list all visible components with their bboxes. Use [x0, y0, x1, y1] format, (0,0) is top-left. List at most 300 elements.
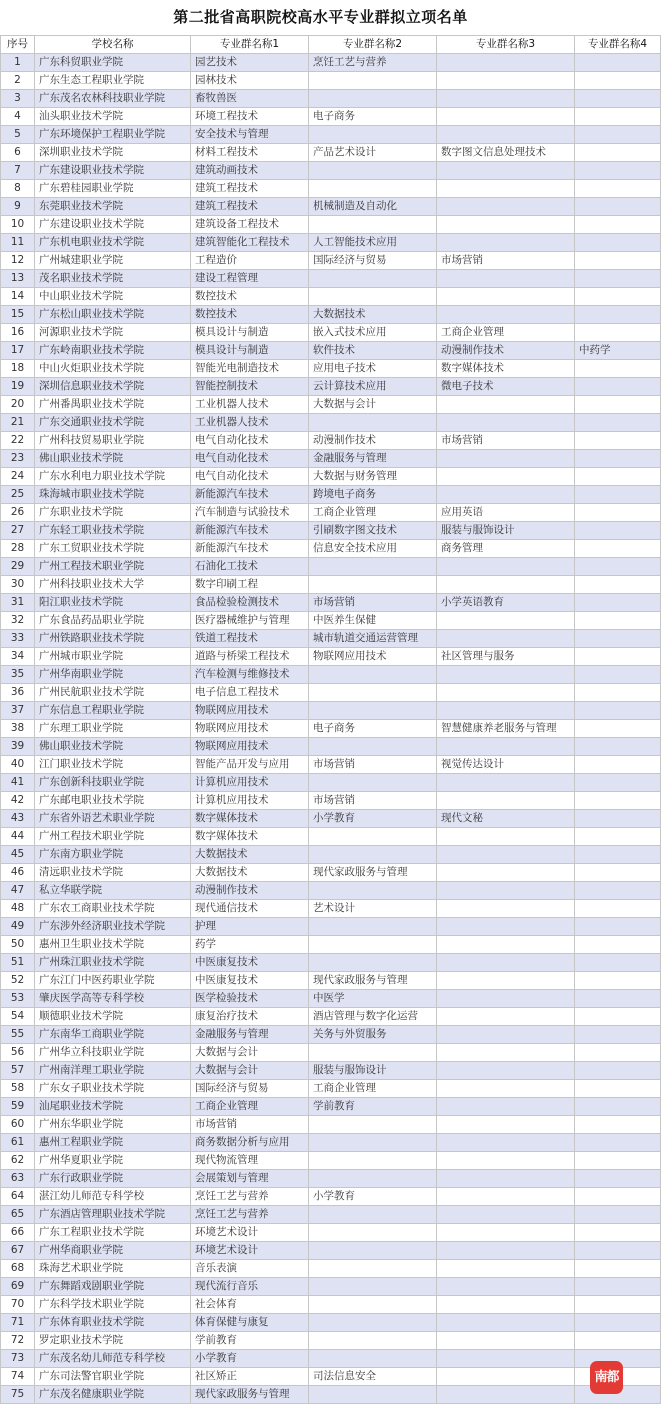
cell-group-3 [437, 234, 575, 252]
page-title: 第二批省高职院校高水平专业群拟立项名单 [173, 8, 468, 26]
cell-group-3 [437, 1368, 575, 1386]
table-row [1, 72, 661, 90]
cell-school: 广东工贸职业技术学院 [35, 540, 191, 558]
cell-group-2 [309, 1116, 437, 1134]
table-row [1, 594, 661, 612]
cell-group-2: 产品艺术设计 [309, 144, 437, 162]
cell-group-1: 小学教育 [191, 1350, 309, 1368]
cell-group-3 [437, 918, 575, 936]
cell-group-1: 电气自动化技术 [191, 468, 309, 486]
table-row [1, 1242, 661, 1260]
cell-group-2: 艺术设计 [309, 900, 437, 918]
cell-index: 59 [1, 1098, 35, 1116]
table-row [1, 1386, 661, 1404]
cell-group-3 [437, 126, 575, 144]
cell-group-1: 智能控制技术 [191, 378, 309, 396]
cell-index: 28 [1, 540, 35, 558]
cell-group-1: 烹饪工艺与营养 [191, 1206, 309, 1224]
cell-group-4 [575, 648, 661, 666]
cell-index: 15 [1, 306, 35, 324]
cell-group-3: 视觉传达设计 [437, 756, 575, 774]
cell-group-2: 现代家政服务与管理 [309, 864, 437, 882]
table-row [1, 1368, 661, 1386]
cell-school: 广州华立科技职业学院 [35, 1044, 191, 1062]
cell-index: 24 [1, 468, 35, 486]
cell-school: 广东科学技术职业学院 [35, 1296, 191, 1314]
cell-group-1: 现代物流管理 [191, 1152, 309, 1170]
cell-group-4 [575, 468, 661, 486]
cell-index: 30 [1, 576, 35, 594]
cell-index: 14 [1, 288, 35, 306]
cell-index: 68 [1, 1260, 35, 1278]
cell-school: 深圳信息职业技术学院 [35, 378, 191, 396]
cell-group-4 [575, 720, 661, 738]
cell-school: 广州番禺职业技术学院 [35, 396, 191, 414]
cell-group-2: 金融服务与管理 [309, 450, 437, 468]
cell-school: 广东建设职业技术学院 [35, 162, 191, 180]
cell-group-4 [575, 1008, 661, 1026]
cell-group-3 [437, 1080, 575, 1098]
cell-school: 广东环境保护工程职业学院 [35, 126, 191, 144]
cell-group-1: 现代家政服务与管理 [191, 1386, 309, 1404]
table-row [1, 252, 661, 270]
cell-group-3 [437, 792, 575, 810]
cell-group-2: 大数据技术 [309, 306, 437, 324]
cell-group-3: 现代文秘 [437, 810, 575, 828]
cell-group-3: 市场营销 [437, 252, 575, 270]
cell-school: 广州城建职业学院 [35, 252, 191, 270]
cell-group-2: 跨境电子商务 [309, 486, 437, 504]
cell-group-3 [437, 882, 575, 900]
cell-index: 13 [1, 270, 35, 288]
table-row [1, 1278, 661, 1296]
cell-group-2 [309, 216, 437, 234]
cell-group-1: 现代流行音乐 [191, 1278, 309, 1296]
cell-group-1: 智能产品开发与应用 [191, 756, 309, 774]
cell-group-3 [437, 180, 575, 198]
cell-group-2: 人工智能技术应用 [309, 234, 437, 252]
cell-group-1: 汽车制造与试验技术 [191, 504, 309, 522]
cell-index: 12 [1, 252, 35, 270]
cell-index: 11 [1, 234, 35, 252]
cell-school: 汕尾职业技术学院 [35, 1098, 191, 1116]
cell-group-3 [437, 990, 575, 1008]
cell-index: 53 [1, 990, 35, 1008]
table-row [1, 918, 661, 936]
cell-group-3: 智慧健康养老服务与管理 [437, 720, 575, 738]
cell-group-3 [437, 1008, 575, 1026]
cell-group-4 [575, 936, 661, 954]
table-row [1, 738, 661, 756]
cell-index: 6 [1, 144, 35, 162]
header-index: 序号 [1, 36, 35, 54]
cell-group-2: 服装与服饰设计 [309, 1062, 437, 1080]
cell-group-2 [309, 828, 437, 846]
table-row [1, 882, 661, 900]
cell-group-4 [575, 270, 661, 288]
cell-index: 63 [1, 1170, 35, 1188]
cell-index: 50 [1, 936, 35, 954]
cell-group-4 [575, 1278, 661, 1296]
cell-group-3 [437, 702, 575, 720]
table-row [1, 1062, 661, 1080]
cell-group-2: 中医学 [309, 990, 437, 1008]
cell-group-1: 食品检验检测技术 [191, 594, 309, 612]
cell-group-4 [575, 414, 661, 432]
cell-group-2 [309, 1170, 437, 1188]
cell-group-3 [437, 1134, 575, 1152]
cell-group-1: 建筑智能化工程技术 [191, 234, 309, 252]
table-row [1, 810, 661, 828]
cell-group-3: 市场营销 [437, 432, 575, 450]
cell-school: 私立华联学院 [35, 882, 191, 900]
cell-index: 29 [1, 558, 35, 576]
cell-group-3 [437, 1170, 575, 1188]
cell-index: 25 [1, 486, 35, 504]
cell-group-2 [309, 738, 437, 756]
table-row [1, 468, 661, 486]
cell-group-4 [575, 828, 661, 846]
cell-group-2 [309, 270, 437, 288]
cell-index: 21 [1, 414, 35, 432]
cell-group-2: 电子商务 [309, 108, 437, 126]
table-row [1, 720, 661, 738]
cell-group-1: 建筑动画技术 [191, 162, 309, 180]
table-row [1, 90, 661, 108]
cell-group-1: 新能源汽车技术 [191, 522, 309, 540]
cell-index: 22 [1, 432, 35, 450]
cell-school: 广州工程技术职业学院 [35, 558, 191, 576]
cell-group-3 [437, 1026, 575, 1044]
cell-group-2 [309, 126, 437, 144]
cell-group-3 [437, 630, 575, 648]
cell-group-1: 模具设计与制造 [191, 324, 309, 342]
cell-school: 中山火炬职业技术学院 [35, 360, 191, 378]
cell-group-1: 医学检验技术 [191, 990, 309, 1008]
cell-group-4 [575, 1116, 661, 1134]
table-row [1, 864, 661, 882]
cell-index: 3 [1, 90, 35, 108]
cell-group-1: 建筑设备工程技术 [191, 216, 309, 234]
cell-group-1: 数控技术 [191, 288, 309, 306]
table-header-row [1, 36, 661, 54]
cell-school: 广东舞蹈戏剧职业学院 [35, 1278, 191, 1296]
cell-group-1: 工业机器人技术 [191, 414, 309, 432]
table-row [1, 216, 661, 234]
cell-index: 70 [1, 1296, 35, 1314]
nandu-logo-icon: 南都 [590, 1361, 623, 1394]
cell-group-4 [575, 54, 661, 72]
cell-group-3 [437, 198, 575, 216]
cell-index: 27 [1, 522, 35, 540]
cell-group-2: 云计算技术应用 [309, 378, 437, 396]
cell-group-1: 数字印刷工程 [191, 576, 309, 594]
cell-group-4: 中药学 [575, 342, 661, 360]
cell-group-2: 现代家政服务与管理 [309, 972, 437, 990]
cell-group-3 [437, 666, 575, 684]
cell-group-1: 国际经济与贸易 [191, 1080, 309, 1098]
cell-group-4 [575, 1170, 661, 1188]
cell-school: 阳江职业技术学院 [35, 594, 191, 612]
table-row [1, 288, 661, 306]
cell-school: 惠州工程职业学院 [35, 1134, 191, 1152]
cell-group-3 [437, 900, 575, 918]
cell-school: 广东职业技术学院 [35, 504, 191, 522]
cell-group-4 [575, 540, 661, 558]
table-row [1, 1080, 661, 1098]
cell-group-2 [309, 1134, 437, 1152]
cell-group-1: 环境艺术设计 [191, 1224, 309, 1242]
header-group-1: 专业群名称1 [191, 36, 309, 54]
cell-index: 45 [1, 846, 35, 864]
cell-school: 清远职业技术学院 [35, 864, 191, 882]
table-row [1, 972, 661, 990]
cell-group-3: 微电子技术 [437, 378, 575, 396]
cell-group-1: 大数据技术 [191, 846, 309, 864]
cell-index: 32 [1, 612, 35, 630]
cell-group-1: 环境艺术设计 [191, 1242, 309, 1260]
cell-group-4 [575, 1260, 661, 1278]
cell-group-1: 烹饪工艺与营养 [191, 1188, 309, 1206]
table-row [1, 936, 661, 954]
cell-school: 湛江幼儿师范专科学校 [35, 1188, 191, 1206]
cell-group-2 [309, 1152, 437, 1170]
cell-group-4 [575, 252, 661, 270]
cell-school: 广东科贸职业学院 [35, 54, 191, 72]
cell-group-3 [437, 90, 575, 108]
cell-index: 7 [1, 162, 35, 180]
cell-group-4 [575, 774, 661, 792]
cell-school: 深圳职业技术学院 [35, 144, 191, 162]
cell-group-2 [309, 72, 437, 90]
table-row [1, 540, 661, 558]
cell-group-3 [437, 1098, 575, 1116]
cell-group-3: 服装与服饰设计 [437, 522, 575, 540]
cell-group-2 [309, 918, 437, 936]
cell-group-2: 关务与外贸服务 [309, 1026, 437, 1044]
cell-group-4 [575, 450, 661, 468]
cell-group-4 [575, 1044, 661, 1062]
cell-group-3 [437, 936, 575, 954]
cell-school: 珠海城市职业技术学院 [35, 486, 191, 504]
table-row [1, 522, 661, 540]
cell-school: 广州南洋理工职业学院 [35, 1062, 191, 1080]
cell-group-4 [575, 630, 661, 648]
header-group-3: 专业群名称3 [437, 36, 575, 54]
cell-school: 广东水利电力职业技术学院 [35, 468, 191, 486]
cell-group-1: 物联网应用技术 [191, 702, 309, 720]
cell-group-2 [309, 1386, 437, 1404]
table-row [1, 576, 661, 594]
cell-index: 1 [1, 54, 35, 72]
cell-index: 73 [1, 1350, 35, 1368]
table-body [1, 54, 661, 1404]
cell-group-1: 工商企业管理 [191, 1098, 309, 1116]
cell-school: 广东生态工程职业学院 [35, 72, 191, 90]
cell-group-4 [575, 702, 661, 720]
cell-group-2: 软件技术 [309, 342, 437, 360]
cell-school: 广东体育职业技术学院 [35, 1314, 191, 1332]
table-row [1, 198, 661, 216]
cell-group-1: 社区矫正 [191, 1368, 309, 1386]
cell-school: 惠州卫生职业技术学院 [35, 936, 191, 954]
cell-group-4 [575, 1134, 661, 1152]
cell-group-4 [575, 1098, 661, 1116]
cell-group-1: 电子信息工程技术 [191, 684, 309, 702]
cell-group-4 [575, 1332, 661, 1350]
cell-group-3 [437, 468, 575, 486]
cell-school: 广东岭南职业技术学院 [35, 342, 191, 360]
cell-group-1: 现代通信技术 [191, 900, 309, 918]
cell-index: 37 [1, 702, 35, 720]
cell-group-1: 市场营销 [191, 1116, 309, 1134]
table-row [1, 684, 661, 702]
cell-group-2: 大数据与财务管理 [309, 468, 437, 486]
cell-group-1: 环境工程技术 [191, 108, 309, 126]
cell-index: 57 [1, 1062, 35, 1080]
cell-school: 广州民航职业技术学院 [35, 684, 191, 702]
cell-group-3 [437, 1260, 575, 1278]
cell-group-2 [309, 1260, 437, 1278]
cell-group-3 [437, 846, 575, 864]
cell-group-2 [309, 90, 437, 108]
cell-group-3 [437, 1278, 575, 1296]
cell-school: 广州铁路职业技术学院 [35, 630, 191, 648]
cell-group-1: 学前教育 [191, 1332, 309, 1350]
cell-group-1: 建设工程管理 [191, 270, 309, 288]
cell-group-3 [437, 1116, 575, 1134]
cell-group-2: 市场营销 [309, 594, 437, 612]
cell-index: 41 [1, 774, 35, 792]
cell-index: 51 [1, 954, 35, 972]
cell-group-1: 道路与桥梁工程技术 [191, 648, 309, 666]
cell-group-3 [437, 684, 575, 702]
cell-group-2: 应用电子技术 [309, 360, 437, 378]
cell-index: 67 [1, 1242, 35, 1260]
cell-group-3 [437, 54, 575, 72]
cell-group-4 [575, 846, 661, 864]
cell-school: 江门职业技术学院 [35, 756, 191, 774]
cell-group-4 [575, 900, 661, 918]
cell-index: 2 [1, 72, 35, 90]
cell-group-4 [575, 144, 661, 162]
cell-index: 62 [1, 1152, 35, 1170]
cell-school: 广东工程职业技术学院 [35, 1224, 191, 1242]
cell-group-1: 数字媒体技术 [191, 810, 309, 828]
table-row [1, 666, 661, 684]
cell-group-4 [575, 324, 661, 342]
cell-index: 39 [1, 738, 35, 756]
cell-school: 广东茂名农林科技职业学院 [35, 90, 191, 108]
cell-group-4 [575, 1206, 661, 1224]
cell-school: 广东松山职业技术学院 [35, 306, 191, 324]
cell-group-4 [575, 882, 661, 900]
cell-index: 60 [1, 1116, 35, 1134]
cell-school: 广东交通职业技术学院 [35, 414, 191, 432]
header-school: 学校名称 [35, 36, 191, 54]
table-row [1, 1224, 661, 1242]
cell-group-4 [575, 1062, 661, 1080]
cell-school: 广东建设职业技术学院 [35, 216, 191, 234]
cell-group-1: 园艺技术 [191, 54, 309, 72]
cell-index: 66 [1, 1224, 35, 1242]
table-row [1, 1098, 661, 1116]
cell-group-2 [309, 288, 437, 306]
cell-group-4 [575, 486, 661, 504]
cell-group-4 [575, 198, 661, 216]
cell-group-1: 护理 [191, 918, 309, 936]
cell-group-1: 园林技术 [191, 72, 309, 90]
cell-group-3 [437, 576, 575, 594]
cell-school: 广东南华工商职业学院 [35, 1026, 191, 1044]
cell-school: 广州东华职业学院 [35, 1116, 191, 1134]
cell-index: 46 [1, 864, 35, 882]
cell-group-4 [575, 288, 661, 306]
table-row [1, 1296, 661, 1314]
cell-index: 23 [1, 450, 35, 468]
cell-group-4 [575, 1152, 661, 1170]
cell-group-3: 数字媒体技术 [437, 360, 575, 378]
cell-index: 64 [1, 1188, 35, 1206]
cell-school: 肇庆医学高等专科学校 [35, 990, 191, 1008]
cell-index: 16 [1, 324, 35, 342]
cell-group-4 [575, 1314, 661, 1332]
cell-group-2 [309, 882, 437, 900]
table-row [1, 630, 661, 648]
cell-group-2: 小学教育 [309, 1188, 437, 1206]
cell-index: 34 [1, 648, 35, 666]
cell-group-1: 电气自动化技术 [191, 432, 309, 450]
table-row [1, 846, 661, 864]
cell-school: 罗定职业技术学院 [35, 1332, 191, 1350]
cell-group-4 [575, 108, 661, 126]
cell-index: 49 [1, 918, 35, 936]
cell-group-2 [309, 936, 437, 954]
cell-group-2: 国际经济与贸易 [309, 252, 437, 270]
cell-group-1: 金融服务与管理 [191, 1026, 309, 1044]
cell-group-1: 康复治疗技术 [191, 1008, 309, 1026]
cell-group-2 [309, 1332, 437, 1350]
cell-group-1: 会展策划与管理 [191, 1170, 309, 1188]
cell-group-2 [309, 414, 437, 432]
table-row [1, 1152, 661, 1170]
cell-school: 广东理工职业学院 [35, 720, 191, 738]
cell-group-3 [437, 270, 575, 288]
cell-group-4 [575, 594, 661, 612]
cell-group-4 [575, 1242, 661, 1260]
cell-group-4 [575, 864, 661, 882]
cell-group-1: 材料工程技术 [191, 144, 309, 162]
cell-group-3 [437, 1188, 575, 1206]
cell-school: 中山职业技术学院 [35, 288, 191, 306]
cell-index: 55 [1, 1026, 35, 1044]
cell-group-4 [575, 576, 661, 594]
table-row [1, 324, 661, 342]
table-row [1, 1116, 661, 1134]
table-row [1, 450, 661, 468]
cell-group-3 [437, 558, 575, 576]
cell-group-1: 智能光电制造技术 [191, 360, 309, 378]
cell-group-3 [437, 864, 575, 882]
cell-school: 广东轻工职业技术学院 [35, 522, 191, 540]
cell-group-2: 引刷数字图文技术 [309, 522, 437, 540]
table-row [1, 360, 661, 378]
table-row [1, 432, 661, 450]
table-row [1, 990, 661, 1008]
cell-group-4 [575, 756, 661, 774]
cell-school: 广东江门中医药职业学院 [35, 972, 191, 990]
cell-group-4 [575, 1026, 661, 1044]
